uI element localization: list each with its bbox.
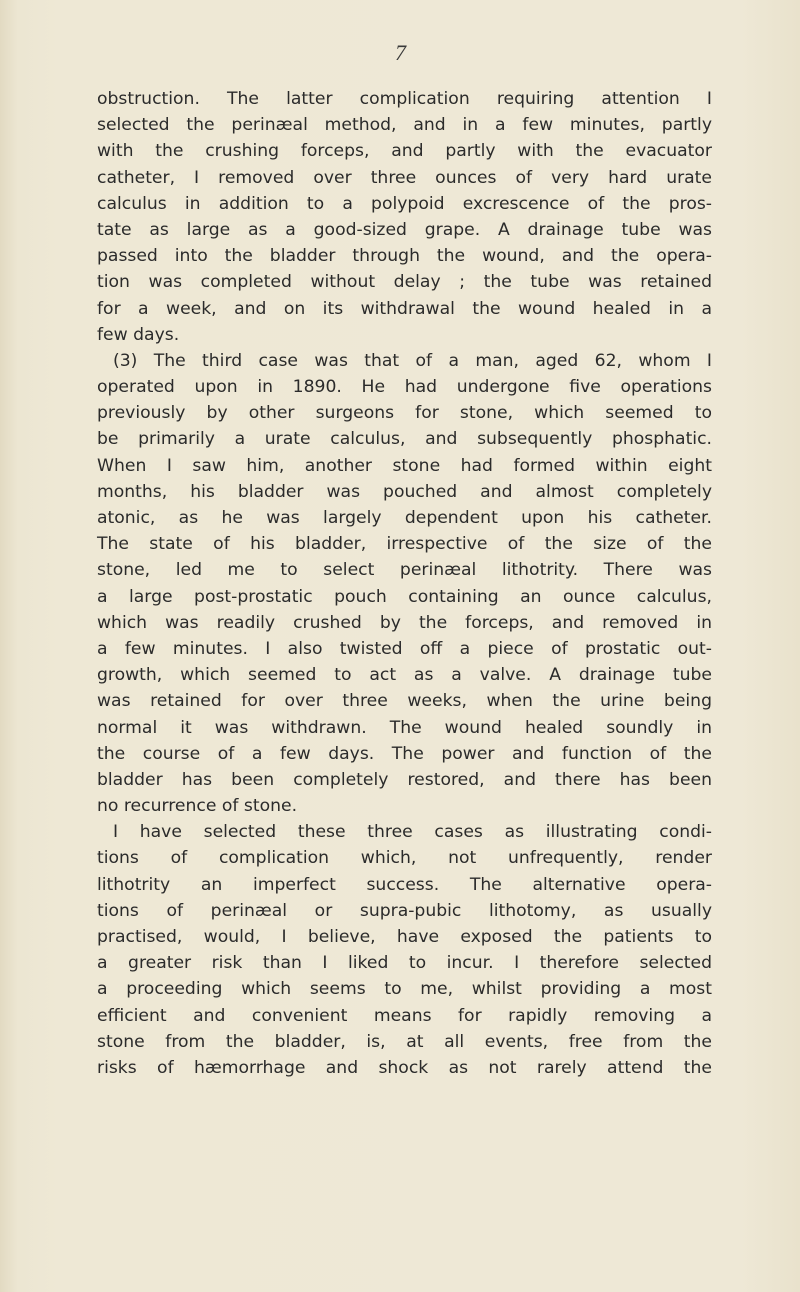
text-line: a greater risk than I liked to incur. I therefore selected <box>97 953 712 974</box>
page-number: 7 <box>395 40 406 65</box>
text-line: lithotrity an imperfect success. The alternative opera- <box>97 874 712 895</box>
text-line: a proceeding which seems to me, whilst providing a most <box>97 979 712 1000</box>
paragraph-start-line: (3) The third case was that of a man, aged 62, whom I <box>113 350 712 371</box>
text-line: tion was completed without delay ; the tube was retained <box>97 272 712 293</box>
text-line: be primarily a urate calculus, and subsequently phosphatic. <box>97 429 712 450</box>
text-line: a few minutes. I also twisted off a piece of prostatic out- <box>97 638 712 659</box>
text-line: risks of hæmorrhage and shock as not rarely attend the <box>97 1057 712 1078</box>
text-line: atonic, as he was largely dependent upon his catheter. <box>97 508 712 528</box>
text-line: passed into the bladder through the wound, and the opera- <box>97 246 712 267</box>
text-line: previously by other surgeons for stone, which seemed to <box>97 403 712 424</box>
text-line: which was readily crushed by the forceps, and removed in <box>97 612 712 633</box>
text-line: no recurrence of stone. <box>97 796 298 817</box>
text-line: selected the perinæal method, and in a few minutes, partly <box>97 115 712 136</box>
text-line: operated upon in 1890. He had undergone five operations <box>97 377 712 398</box>
text-line: The state of his bladder, irrespective of the size of the <box>97 534 712 555</box>
text-line: obstruction. The latter complication requiring attention I <box>97 89 712 109</box>
text-line: stone from the bladder, is, at all events, free from the <box>97 1031 712 1052</box>
text-line: efficient and convenient means for rapidly removing a <box>97 1005 712 1026</box>
text-line: tions of complication which, not unfrequently, render <box>97 848 712 869</box>
text-line: catheter, I removed over three ounces of very hard urate <box>97 167 712 188</box>
text-line: tions of perinæal or supra-pubic lithotomy, as usually <box>97 900 712 921</box>
text-line: was retained for over three weeks, when the urine being <box>97 691 712 712</box>
text-line: tate as large as a good-sized grape. A drainage tube was <box>97 219 712 240</box>
body-text <box>97 86 712 1081</box>
text-line: When I saw him, another stone had formed within eight <box>97 455 712 476</box>
text-line: a large post-prostatic pouch containing an ounce calculus, <box>97 586 712 607</box>
text-line: growth, which seemed to act as a valve. A drainage tube <box>97 665 712 686</box>
text-line: months, his bladder was pouched and almost completely <box>97 481 712 502</box>
text-line: normal it was withdrawn. The wound healed soundly in <box>97 717 712 738</box>
text-line: for a week, and on its withdrawal the wound healed in a <box>97 298 712 319</box>
text-line: practised, would, I believe, have exposed the patients to <box>97 927 712 947</box>
text-line: the course of a few days. The power and function of the <box>97 743 712 764</box>
text-line: few days. <box>97 324 180 345</box>
text-line: calculus in addition to a polypoid excrescence of the pros- <box>97 193 712 214</box>
text-line: stone, led me to select perinæal lithotrity. There was <box>97 560 712 581</box>
text-line: with the crushing forceps, and partly with the evacuator <box>97 141 712 162</box>
paragraph-start-line: I have selected these three cases as illustrating condi- <box>113 822 712 843</box>
text-line: bladder has been completely restored, and there has been <box>97 769 712 790</box>
